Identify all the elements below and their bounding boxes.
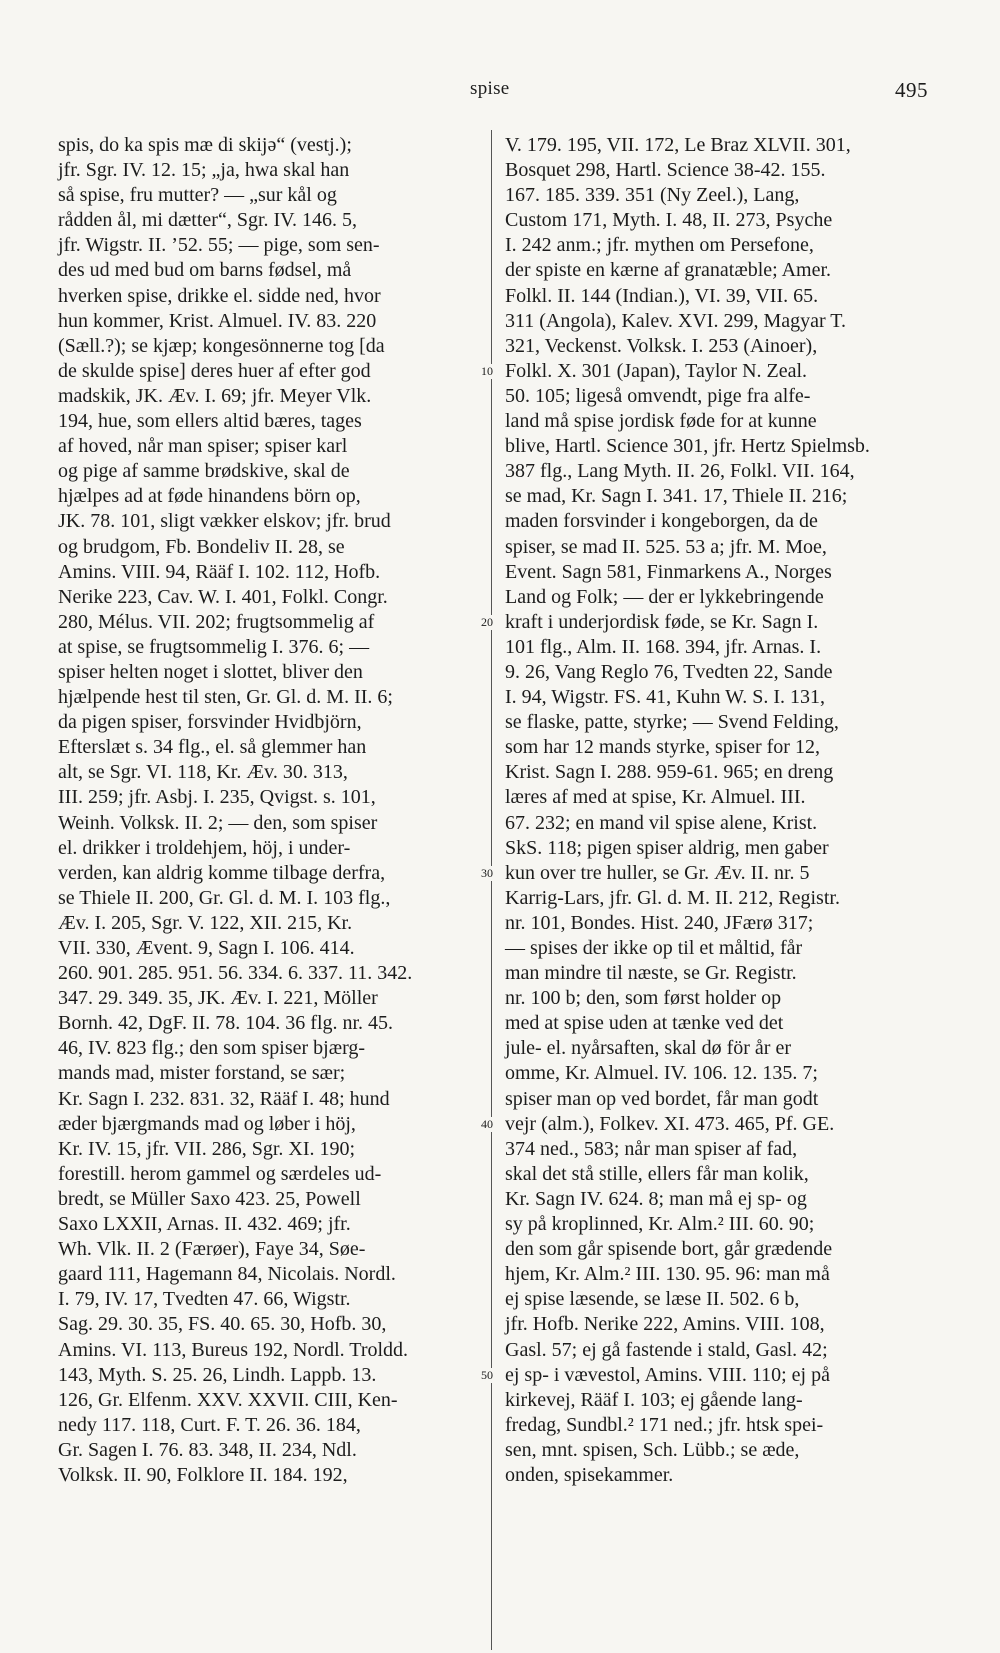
text-line: 347. 29. 349. 35, JK. Æv. I. 221, Möller (58, 987, 378, 1010)
text-line: 280, Mélus. VII. 202; frugtsommelig af (58, 610, 375, 633)
text-line: så spise, fru mutter? — „sur kål og (58, 184, 337, 207)
text-line: og pige af samme brødskive, skal de (58, 460, 350, 483)
text-line: — spises der ikke op til et måltid, får (505, 937, 803, 959)
text-line: blive, Hartl. Science 301, jfr. Hertz Spielmsb. (505, 435, 870, 458)
text-line: bredt, se Müller Saxo 423. 25, Powell (58, 1187, 361, 1210)
text-line: kraft i underjordisk føde, se Kr. Sagn I. (505, 610, 819, 633)
text-line: onden, spisekammer. (505, 1463, 674, 1486)
text-line: se flaske, patte, styrke; — Svend Felding, (505, 711, 839, 734)
text-line: 67. 232; en mand vil spise alene, Krist. (505, 811, 818, 834)
text-line: 167. 185. 339. 351 (Ny Zeel.), Lang, (505, 184, 800, 207)
text-line: spis, do ka spis mæ di skijə“ (vestj.); (58, 134, 352, 156)
text-line: Karrig-Lars, jfr. Gl. d. M. II. 212, Registr. (505, 886, 840, 909)
running-head: spise (470, 78, 510, 99)
text-line: nr. 101, Bondes. Hist. 240, JFærø 317; (505, 911, 814, 934)
text-line: land må spise jordisk føde for at kunne (505, 410, 817, 433)
text-line: 50. 105; ligeså omvendt, pige fra alfe- (505, 384, 811, 407)
text-line: da pigen spiser, forsvinder Hvidbjörn, (58, 711, 362, 734)
text-line: læres af med at spise, Kr. Almuel. III. (505, 786, 806, 809)
text-line: hjem, Kr. Alm.² III. 130. 95. 96: man må (505, 1263, 830, 1286)
text-line: nedy 117. 118, Curt. F. T. 26. 36. 184, (58, 1413, 361, 1436)
text-line: kun over tre huller, se Gr. Æv. II. nr. 5 (505, 861, 810, 884)
text-line: af hoved, når man spiser; spiser karl (58, 435, 348, 458)
text-line: V. 179. 195, VII. 172, Le Braz XLVII. 301, (505, 134, 851, 156)
line-number-marker: 40 (481, 1116, 493, 1131)
text-line: der spiste en kærne af granatæble; Amer. (505, 259, 832, 282)
text-line: alt, se Sgr. VI. 118, Kr. Æv. 30. 313, (58, 761, 348, 784)
text-line: 9. 26, Vang Reglo 76, Tvedten 22, Sande (505, 660, 833, 683)
line-number-marker: 50 (481, 1367, 493, 1382)
text-line: Æv. I. 205, Sgr. V. 122, XII. 215, Kr. (58, 911, 353, 934)
text-line: omme, Kr. Almuel. IV. 106. 12. 135. 7; (505, 1062, 818, 1085)
text-line: spiser man op ved bordet, får man godt (505, 1087, 819, 1110)
line-number-marker: 10 (481, 363, 493, 378)
text-line: den som går spisende bort, går grædende (505, 1238, 833, 1261)
text-line: Kr. Sagn I. 232. 831. 32, Rääf I. 48; hund (58, 1087, 390, 1110)
text-line: 101 flg., Alm. II. 168. 394, jfr. Arnas. I. (505, 635, 822, 658)
text-line: 374 ned., 583; når man spiser af fad, (505, 1137, 798, 1160)
text-line: VII. 330, Ævent. 9, Sagn I. 106. 414. (58, 937, 355, 959)
text-line: man mindre til næste, se Gr. Registr. (505, 962, 797, 985)
text-line: skal det stå stille, ellers får man kolik, (505, 1162, 809, 1185)
text-line: SkS. 118; pigen spiser aldrig, men gaber (505, 836, 829, 859)
text-line: I. 79, IV. 17, Tvedten 47. 66, Wigstr. (58, 1288, 351, 1311)
text-line: madskik, JK. Æv. I. 69; jfr. Meyer Vlk. (58, 384, 372, 407)
text-line: Folkl. X. 301 (Japan), Taylor N. Zeal. (505, 359, 808, 382)
text-line: jfr. Wigstr. II. ’52. 55; — pige, som sen- (58, 234, 380, 257)
text-line: Bosquet 298, Hartl. Science 38-42. 155. (505, 159, 826, 182)
text-line: verden, kan aldrig komme tilbage derfra, (58, 861, 386, 884)
text-line: jfr. Sgr. IV. 12. 15; „ja, hwa skal han (58, 159, 350, 182)
text-line: de skulde spise] deres huer af efter god (58, 359, 371, 382)
text-line: se Thiele II. 200, Gr. Gl. d. M. I. 103 flg., (58, 886, 391, 909)
text-line: hjælpes ad at føde hinandens börn op, (58, 485, 361, 508)
line-number-marker: 20 (481, 614, 493, 629)
text-line: Kr. IV. 15, jfr. VII. 286, Sgr. XI. 190; (58, 1137, 356, 1160)
text-line: el. drikker i troldehjem, höj, i under- (58, 836, 351, 859)
text-line: at spise, se frugtsommelig I. 376. 6; — (58, 635, 370, 658)
text-line: som har 12 mands styrke, spiser for 12, (505, 736, 820, 759)
text-line: Saxo LXXII, Arnas. II. 432. 469; jfr. (58, 1213, 351, 1236)
text-line: Land og Folk; — der er lykkebringende (505, 585, 824, 608)
text-line: med at spise uden at tænke ved det (505, 1012, 784, 1035)
text-line: rådden ål, mi dætter“, Sgr. IV. 146. 5, (58, 209, 358, 232)
text-line: jfr. Hofb. Nerike 222, Amins. VIII. 108, (505, 1313, 825, 1336)
text-line: se mad, Kr. Sagn I. 341. 17, Thiele II. 216; (505, 485, 848, 508)
text-line: maden forsvinder i kongeborgen, da de (505, 510, 818, 533)
text-line: hjælpende hest til sten, Gr. Gl. d. M. II. 6; (58, 686, 393, 709)
text-line: JK. 78. 101, sligt vækker elskov; jfr. brud (58, 510, 391, 533)
text-line: Kr. Sagn IV. 624. 8; man må ej sp- og (505, 1187, 807, 1210)
text-line: des ud med bud om barns fødsel, må (58, 259, 352, 282)
text-line: og brudgom, Fb. Bondeliv II. 28, se (58, 535, 345, 558)
text-line: 194, hue, som ellers altid bæres, tages (58, 410, 362, 433)
text-line: Nerike 223, Cav. W. I. 401, Folkl. Congr. (58, 585, 388, 608)
text-line: ej sp- i vævestol, Amins. VIII. 110; ej på (505, 1363, 830, 1386)
text-line: Efterslæt s. 34 flg., el. så glemmer han (58, 736, 367, 759)
text-line: sy på kroplinned, Kr. Alm.² III. 60. 90; (505, 1213, 815, 1236)
text-line: 143, Myth. S. 25. 26, Lindh. Lappb. 13. (58, 1363, 377, 1386)
text-line: spiser helten noget i slottet, bliver den (58, 660, 363, 683)
text-line: fredag, Sundbl.² 171 ned.; jfr. htsk spei- (505, 1413, 824, 1436)
text-line: nr. 100 b; den, som først holder op (505, 987, 782, 1010)
text-line: Volksk. II. 90, Folklore II. 184. 192, (58, 1463, 348, 1486)
text-line: Weinh. Volksk. II. 2; — den, som spiser (58, 811, 378, 834)
text-line: 387 flg., Lang Myth. II. 26, Folkl. VII. 164, (505, 460, 855, 483)
text-line: forestill. herom gammel og særdeles ud- (58, 1162, 382, 1185)
text-line: Gasl. 57; ej gå fastende i stald, Gasl. 42; (505, 1338, 828, 1361)
text-line: 311 (Angola), Kalev. XVI. 299, Magyar T. (505, 309, 847, 332)
text-line: Bornh. 42, DgF. II. 78. 104. 36 flg. nr. 45. (58, 1012, 394, 1035)
line-number-marker: 30 (481, 865, 493, 880)
text-line: spiser, se mad II. 525. 53 a; jfr. M. Moe, (505, 535, 827, 558)
text-line: vejr (alm.), Folkev. XI. 473. 465, Pf. GE. (505, 1112, 835, 1135)
column-divider (491, 130, 492, 1650)
text-line: Custom 171, Myth. I. 48, II. 273, Psyche (505, 209, 833, 232)
text-line: hverken spise, drikke el. sidde ned, hvor (58, 284, 381, 307)
text-line: Event. Sagn 581, Finmarkens A., Norges (505, 560, 832, 583)
text-line: Krist. Sagn I. 288. 959-61. 965; en dreng (505, 761, 834, 784)
page-number: 495 (895, 78, 928, 102)
text-line: I. 94, Wigstr. FS. 41, Kuhn W. S. I. 131, (505, 686, 825, 709)
right-column (505, 133, 945, 1488)
text-line: Amins. VIII. 94, Rääf I. 102. 112, Hofb. (58, 560, 381, 583)
text-line: sen, mnt. spisen, Sch. Lübb.; se æde, (505, 1438, 800, 1461)
left-column (58, 133, 478, 1488)
text-line: (Sæll.?); se kjæp; kongesönnerne tog [da (58, 334, 385, 357)
text-line: 46, IV. 823 flg.; den som spiser bjærg- (58, 1037, 366, 1060)
text-line: æder bjærgmands mad og løber i höj, (58, 1112, 356, 1135)
text-line: Gr. Sagen I. 76. 83. 348, II. 234, Ndl. (58, 1438, 357, 1461)
text-line: ej spise læsende, se læse II. 502. 6 b, (505, 1288, 800, 1311)
text-line: Amins. VI. 113, Bureus 192, Nordl. Troldd. (58, 1338, 409, 1361)
text-line: I. 242 anm.; jfr. mythen om Persefone, (505, 234, 814, 257)
text-line: jule- el. nyårsaften, skal dø för år er (505, 1037, 791, 1060)
text-line: 126, Gr. Elfenm. XXV. XXVII. CIII, Ken- (58, 1388, 398, 1411)
text-line: hun kommer, Krist. Almuel. IV. 83. 220 (58, 309, 377, 332)
text-line: gaard 111, Hagemann 84, Nicolais. Nordl. (58, 1263, 396, 1286)
text-line: kirkevej, Rääf I. 103; ej gående lang- (505, 1388, 803, 1411)
text-line: Folkl. II. 144 (Indian.), VI. 39, VII. 65. (505, 284, 819, 307)
text-line: Wh. Vlk. II. 2 (Færøer), Faye 34, Søe- (58, 1238, 366, 1261)
text-line: mands mad, mister forstand, se sær; (58, 1062, 346, 1085)
text-line: Sag. 29. 30. 35, FS. 40. 65. 30, Hofb. 30, (58, 1313, 387, 1336)
text-line: 260. 901. 285. 951. 56. 334. 6. 337. 11. 342. (58, 962, 413, 985)
text-line: 321, Veckenst. Volksk. I. 253 (Ainoer), (505, 334, 818, 357)
text-line: III. 259; jfr. Asbj. I. 235, Qvigst. s. 101, (58, 786, 376, 809)
